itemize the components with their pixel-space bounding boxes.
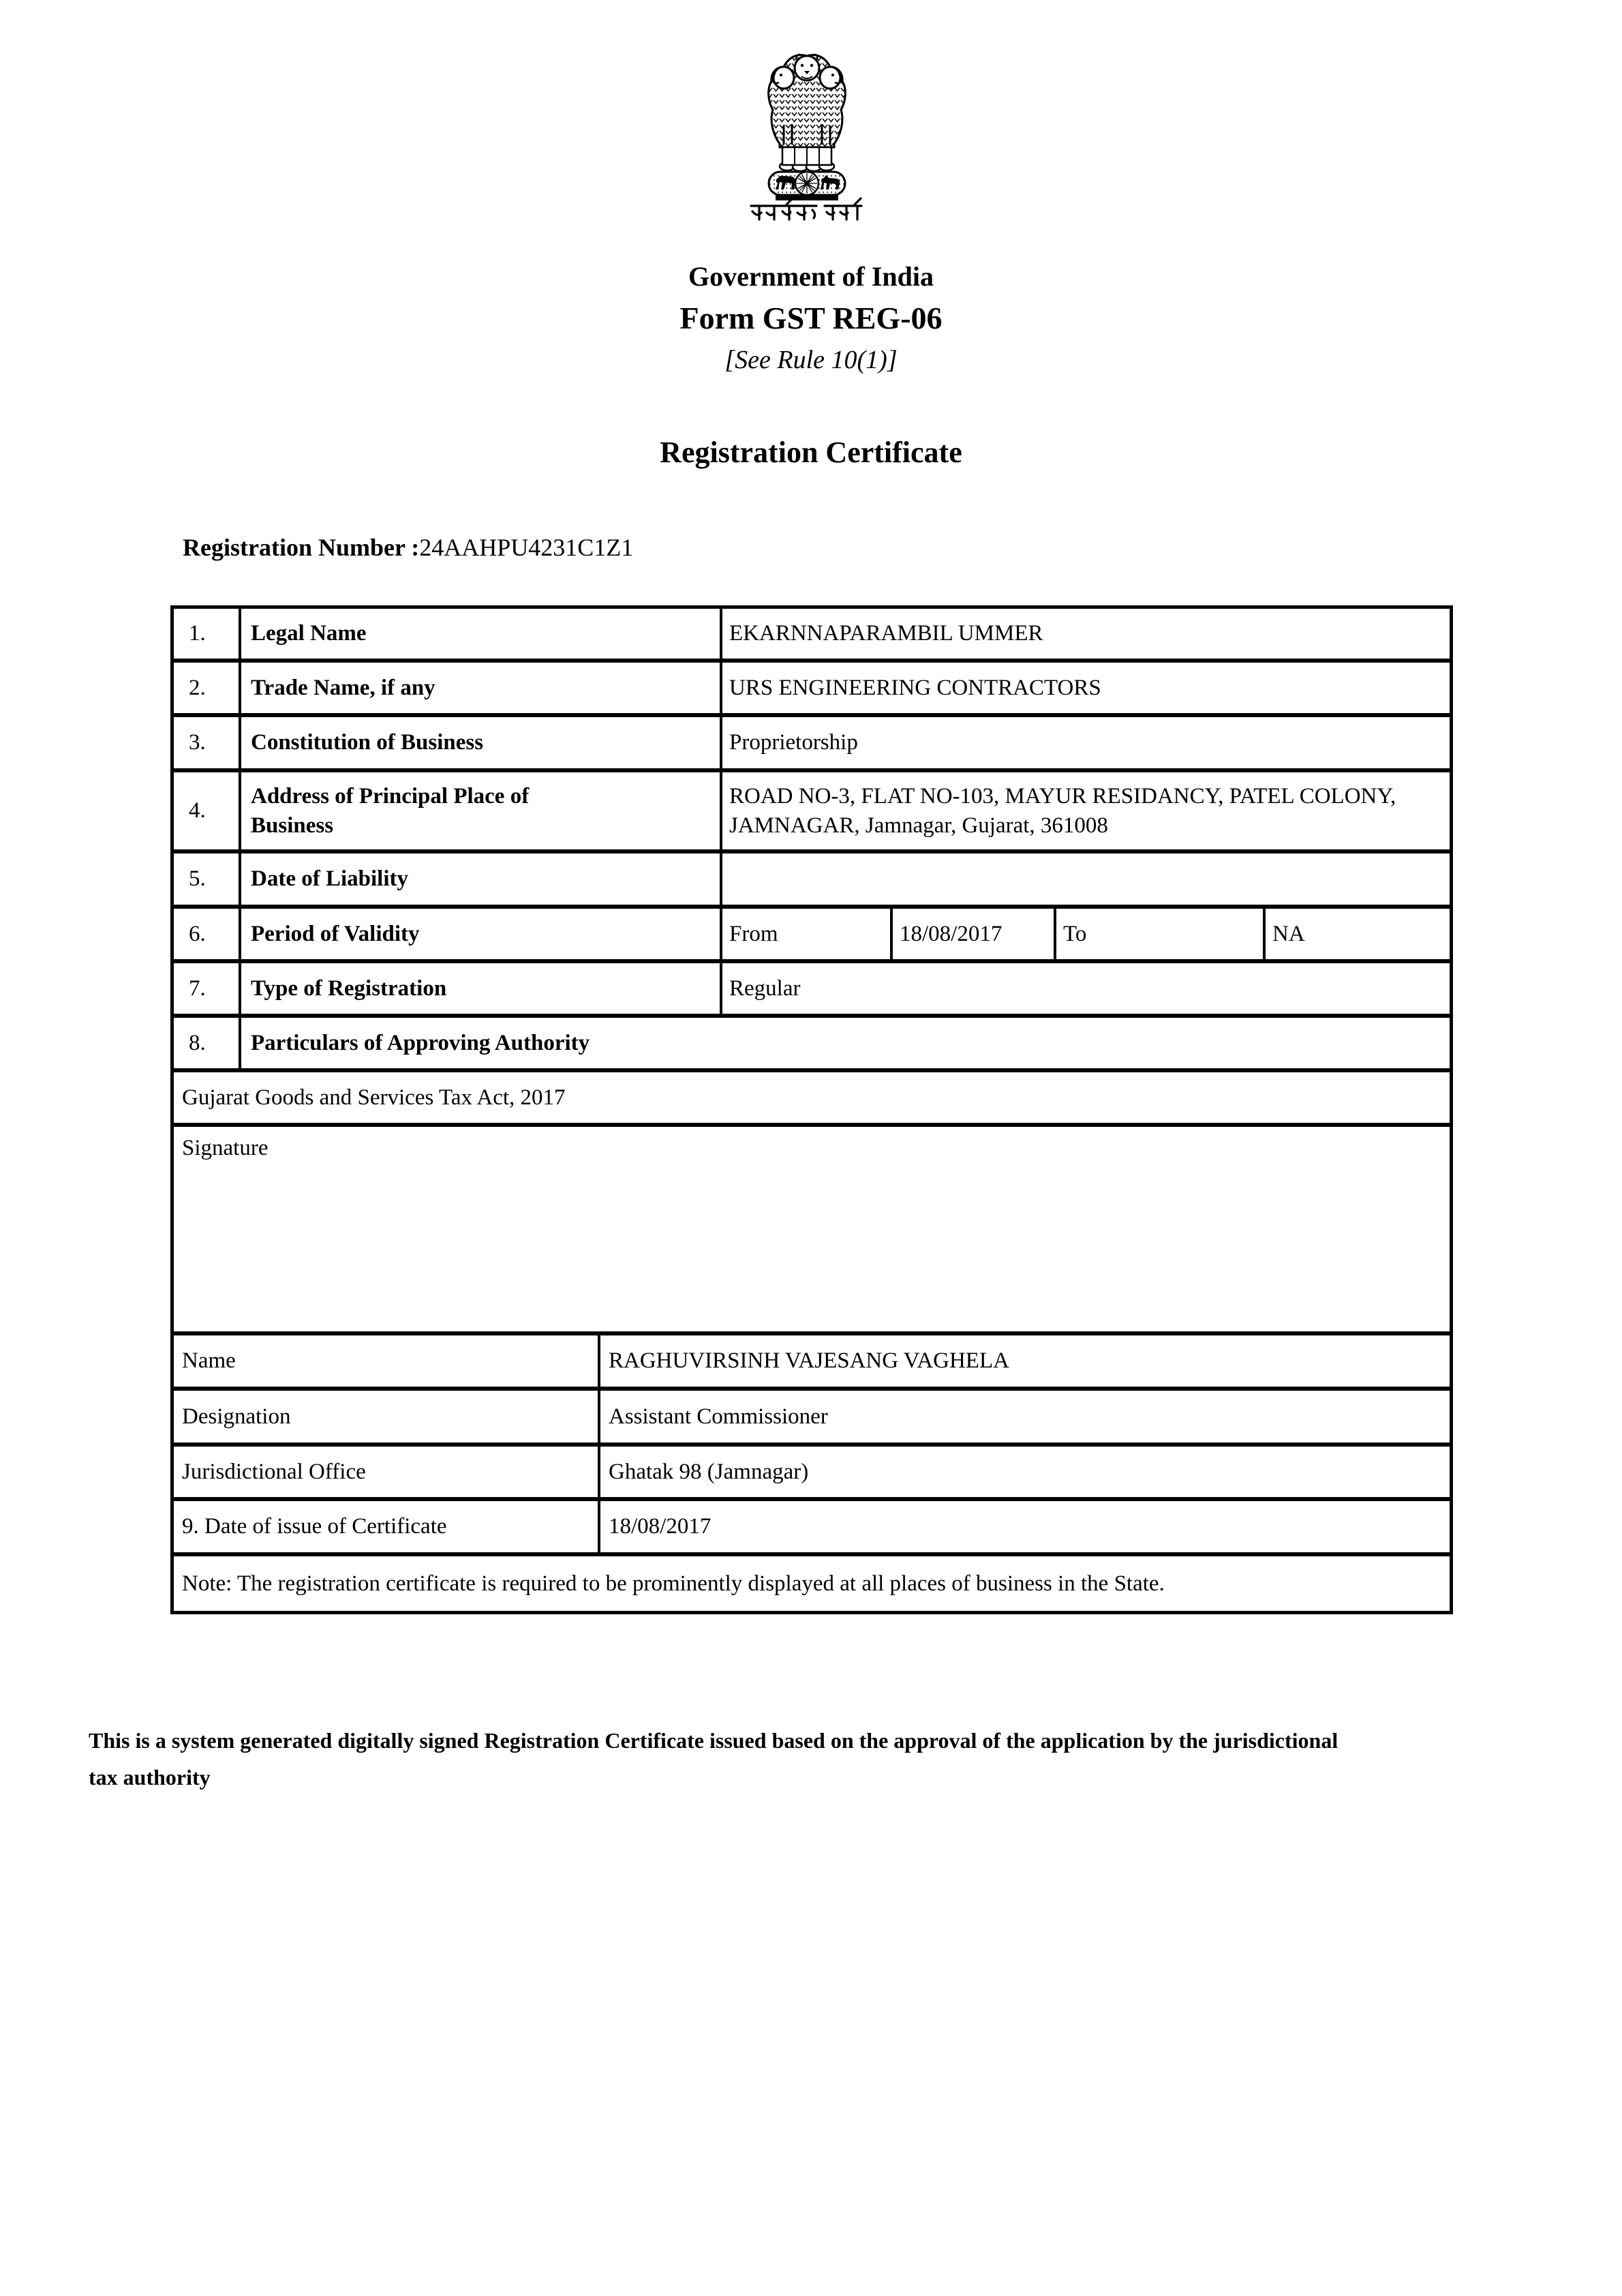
system-generated-note xyxy=(89,1722,1561,1796)
row-value: Assistant Commissioner xyxy=(609,1404,828,1429)
table-row-officer-name xyxy=(174,1335,1450,1391)
row-value: 18/08/2017 xyxy=(609,1514,711,1539)
validity-to-label: To xyxy=(1056,909,1266,959)
act-line: Gujarat Goods and Services Tax Act, 2017 xyxy=(182,1085,566,1110)
row-value: EKARNNAPARAMBIL UMMER xyxy=(729,621,1043,646)
table-row-act-line xyxy=(174,1072,1450,1127)
row-value: Proprietorship xyxy=(729,730,858,755)
row-label: Jurisdictional Office xyxy=(174,1447,600,1497)
row-number: 7. xyxy=(174,963,241,1014)
registration-number-line xyxy=(183,533,633,562)
table-row-date-of-liability xyxy=(174,854,1450,909)
row-value: ROAD NO-3, FLAT NO-103, MAYUR RESIDANCY, PATEL COLONY, JAMNAGAR, Jamnagar, Gujarat, 361008 xyxy=(729,784,1396,838)
table-row-officer-designation xyxy=(174,1391,1450,1447)
row-number: 4. xyxy=(174,772,241,849)
note-text: Note: The registration certificate is required to be prominently displayed at all places of business in the State. xyxy=(182,1571,1165,1596)
certificate-table xyxy=(170,605,1453,1614)
footer-line-1: This is a system generated digitally signed Registration Certificate issued based on the approval of the application by the jurisdictional xyxy=(89,1728,1338,1753)
row-label: Trade Name, if any xyxy=(241,663,722,713)
registration-number-value: 24AAHPU4231C1Z1 xyxy=(419,534,634,561)
rule-reference: [See Rule 10(1)] xyxy=(724,346,898,374)
government-of-india-title: Government of India xyxy=(688,261,934,292)
table-row-trade-name xyxy=(174,663,1450,717)
row-label: Date of Liability xyxy=(241,854,722,905)
row-value: Ghatak 98 (Jamnagar) xyxy=(609,1459,809,1484)
row-value: RAGHUVIRSINH VAJESANG VAGHELA xyxy=(609,1348,1009,1374)
row-number: 3. xyxy=(174,717,241,768)
row-value: Regular xyxy=(729,976,801,1001)
lion-head-right xyxy=(820,67,840,89)
lion-head-left xyxy=(774,67,794,89)
row-number: 5. xyxy=(174,854,241,905)
table-row-constitution xyxy=(174,717,1450,772)
motto-satyameva-jayate xyxy=(751,198,861,220)
table-row-type-of-registration xyxy=(174,963,1450,1018)
footer-line-2: tax authority xyxy=(89,1765,211,1789)
row-number: 8. xyxy=(174,1018,241,1068)
lion-head-center xyxy=(795,56,819,80)
table-row-date-of-issue xyxy=(174,1501,1450,1556)
validity-from-value: 18/08/2017 xyxy=(893,909,1056,959)
row-number: 1. xyxy=(174,609,241,659)
row-label: Legal Name xyxy=(241,609,722,659)
india-emblem xyxy=(748,44,864,221)
registration-number-label: Registration Number : xyxy=(183,534,420,561)
row-label: Designation xyxy=(174,1391,600,1442)
row-value xyxy=(722,854,1450,905)
row-number: 2. xyxy=(174,663,241,713)
row-label: Type of Registration xyxy=(241,963,722,1014)
row-label: 9. Date of issue of Certificate xyxy=(174,1501,600,1552)
row-label: Particulars of Approving Authority xyxy=(251,1030,590,1055)
table-row-address xyxy=(174,772,1450,854)
table-row-note xyxy=(174,1556,1450,1611)
table-row-period-of-validity xyxy=(174,909,1450,963)
table-row-jurisdictional-office xyxy=(174,1447,1450,1501)
certificate-title: Registration Certificate xyxy=(660,436,962,469)
row-label: Period of Validity xyxy=(241,909,722,959)
validity-from-label: From xyxy=(722,909,893,959)
table-row-signature xyxy=(174,1127,1450,1335)
row-number: 6. xyxy=(174,909,241,959)
row-label: Constitution of Business xyxy=(241,717,722,768)
lion-capital-icon xyxy=(748,44,864,221)
table-row-approving-authority xyxy=(174,1018,1450,1072)
form-title: Form GST REG-06 xyxy=(679,301,943,335)
signature-area: Signature xyxy=(182,1136,269,1160)
row-label: Address of Principal Place of Business xyxy=(241,772,722,849)
table-row-legal-name xyxy=(174,609,1450,663)
row-value: URS ENGINEERING CONTRACTORS xyxy=(729,675,1101,700)
row-label: Name xyxy=(174,1335,600,1387)
validity-to-value: NA xyxy=(1272,921,1305,946)
